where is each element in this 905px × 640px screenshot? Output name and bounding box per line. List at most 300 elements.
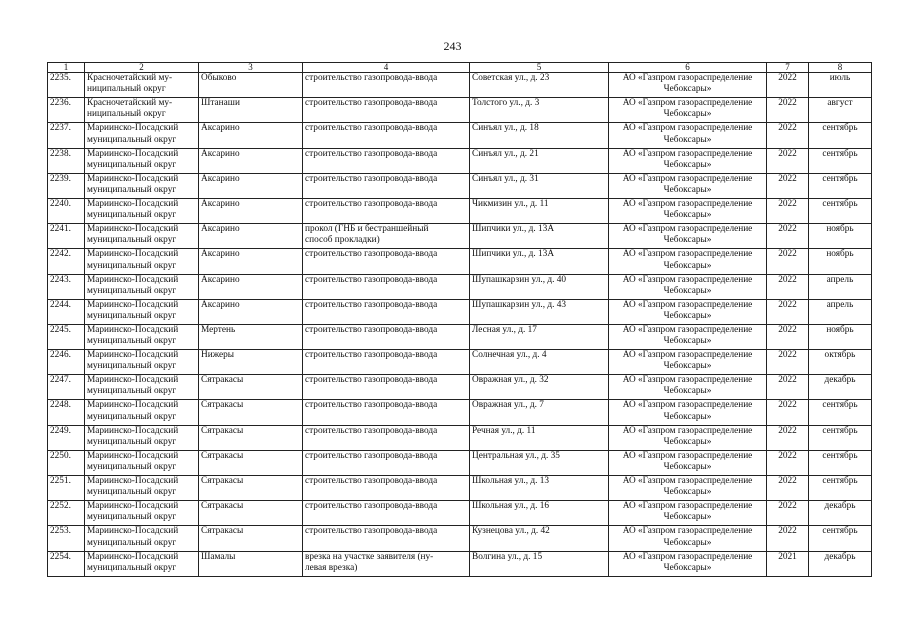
row-number: 2242. (50, 249, 71, 260)
work-type-cell (303, 501, 470, 526)
organization-text: АО «Газпром газораспределение (622, 375, 753, 386)
district-cell (85, 350, 199, 375)
district-cell (85, 274, 199, 299)
month-cell (809, 249, 872, 274)
year-text: 2022 (778, 123, 797, 134)
month-text: сентябрь (822, 148, 858, 159)
organization-cell (609, 425, 767, 450)
month-cell (809, 526, 872, 551)
address-cell (470, 274, 609, 299)
work-type-text: строительство газопровода-ввода (305, 249, 438, 260)
address-text: Волгина ул., д. 15 (472, 551, 543, 562)
column-header: 4 (303, 63, 470, 73)
year-text: 2022 (778, 450, 797, 461)
month-text: сентябрь (822, 476, 858, 486)
district-text: Мариинско-Посадский (87, 274, 179, 285)
village-name: Сятракасы (201, 375, 244, 386)
address-text: Кузнецова ул., д. 42 (472, 526, 550, 537)
district-text: муниципальный округ (87, 184, 177, 195)
address-cell (470, 198, 609, 223)
organization-text: Чебоксары» (663, 210, 712, 221)
address-text: Шупашкарзин ул., д. 40 (472, 274, 567, 285)
district-text: Мариинско-Посадский (87, 501, 179, 512)
village-name: Аксарино (201, 173, 240, 184)
address-text: Синъял ул., д. 31 (472, 173, 539, 184)
village-cell (199, 249, 303, 274)
month-text: декабрь (824, 375, 856, 386)
work-type-cell (303, 526, 470, 551)
organization-text: АО «Газпром газораспределение (622, 148, 753, 159)
district-text: Мариинско-Посадский (87, 198, 179, 209)
work-type-cell (303, 249, 470, 274)
work-type-text: строительство газопровода-ввода (305, 274, 438, 285)
row-number-cell (48, 526, 85, 551)
address-cell (470, 324, 609, 349)
month-cell (809, 98, 872, 123)
district-text: ниципальный округ (87, 109, 166, 120)
month-cell (809, 551, 872, 576)
table-row (48, 224, 872, 249)
organization-text: Чебоксары» (663, 487, 712, 498)
year-text: 2022 (778, 249, 797, 260)
district-text: муниципальный округ (87, 310, 177, 321)
district-text: муниципальный округ (87, 260, 177, 271)
work-type-text: строительство газопровода-ввода (305, 476, 438, 486)
month-text: сентябрь (822, 425, 858, 436)
work-type-text: строительство газопровода-ввода (305, 425, 438, 436)
organization-text: АО «Газпром газораспределение (622, 123, 753, 134)
month-cell (809, 324, 872, 349)
address-text: Школьная ул., д. 16 (472, 501, 550, 512)
address-cell (470, 425, 609, 450)
month-cell (809, 350, 872, 375)
village-name: Сятракасы (201, 526, 244, 537)
village-cell (199, 324, 303, 349)
district-cell (85, 299, 199, 324)
year-cell (767, 123, 809, 148)
address-text: Синъял ул., д. 21 (472, 148, 539, 159)
year-text: 2022 (778, 375, 797, 386)
village-cell (199, 299, 303, 324)
district-text: Красночетайский му- (87, 73, 173, 83)
year-cell (767, 476, 809, 501)
work-type-text: строительство газопровода-ввода (305, 73, 438, 83)
address-cell (470, 299, 609, 324)
month-cell (809, 450, 872, 475)
organization-text: АО «Газпром газораспределение (622, 274, 753, 285)
organization-text: Чебоксары» (663, 84, 712, 95)
work-type-cell (303, 98, 470, 123)
row-number-cell (48, 274, 85, 299)
address-cell (470, 173, 609, 198)
district-text: Мариинско-Посадский (87, 476, 179, 486)
village-name: Мертень (201, 324, 236, 335)
year-text: 2022 (778, 501, 797, 512)
row-number: 2240. (50, 198, 71, 209)
organization-text: Чебоксары» (663, 462, 712, 473)
row-number-cell (48, 249, 85, 274)
village-cell (199, 400, 303, 425)
district-cell (85, 551, 199, 576)
year-text: 2022 (778, 73, 797, 83)
organization-text: Чебоксары» (663, 134, 712, 145)
district-text: муниципальный округ (87, 436, 177, 447)
district-cell (85, 501, 199, 526)
column-header: 6 (609, 63, 767, 73)
address-cell (470, 98, 609, 123)
month-text: сентябрь (822, 450, 858, 461)
organization-text: Чебоксары» (663, 285, 712, 296)
organization-text: Чебоксары» (663, 562, 712, 573)
village-name: Аксарино (201, 123, 240, 134)
row-number: 2250. (50, 450, 71, 461)
district-text: Мариинско-Посадский (87, 526, 179, 537)
village-cell (199, 526, 303, 551)
row-number-cell (48, 224, 85, 249)
year-cell (767, 73, 809, 98)
column-header: 7 (767, 63, 809, 73)
organization-text: АО «Газпром газораспределение (622, 400, 753, 411)
year-text: 2022 (778, 98, 797, 109)
organization-text: Чебоксары» (663, 184, 712, 195)
address-text: Речная ул., д. 11 (472, 425, 536, 436)
address-cell (470, 249, 609, 274)
row-number: 2244. (50, 299, 71, 310)
district-text: Мариинско-Посадский (87, 400, 179, 411)
district-text: муниципальный округ (87, 285, 177, 296)
district-text: муниципальный округ (87, 537, 177, 548)
district-text: Красночетайский му- (87, 98, 173, 109)
year-cell (767, 98, 809, 123)
year-cell (767, 324, 809, 349)
table-row (48, 123, 872, 148)
year-cell (767, 526, 809, 551)
organization-cell (609, 450, 767, 475)
row-number: 2253. (50, 526, 71, 537)
row-number: 2249. (50, 425, 71, 436)
organization-text: Чебоксары» (663, 512, 712, 523)
work-type-cell (303, 148, 470, 173)
district-cell (85, 98, 199, 123)
table-row (48, 299, 872, 324)
row-number-cell (48, 501, 85, 526)
table-row (48, 375, 872, 400)
table-row (48, 198, 872, 223)
gas-connection-register-table (47, 62, 872, 577)
month-text: декабрь (824, 501, 856, 512)
year-text: 2022 (778, 476, 797, 486)
village-name: Аксарино (201, 299, 240, 310)
district-cell (85, 400, 199, 425)
month-cell (809, 274, 872, 299)
district-text: муниципальный округ (87, 411, 177, 422)
district-text: муниципальный округ (87, 512, 177, 523)
organization-text: АО «Газпром газораспределение (622, 224, 753, 235)
month-text: ноябрь (826, 224, 854, 235)
work-type-cell (303, 73, 470, 98)
month-text: сентябрь (822, 173, 858, 184)
address-text: Шупашкарзин ул., д. 43 (472, 299, 567, 310)
month-cell (809, 501, 872, 526)
work-type-text: строительство газопровода-ввода (305, 526, 438, 537)
organization-text: АО «Газпром газораспределение (622, 299, 753, 310)
row-number: 2238. (50, 148, 71, 159)
village-cell (199, 350, 303, 375)
village-cell (199, 501, 303, 526)
organization-cell (609, 400, 767, 425)
month-cell (809, 400, 872, 425)
table-row (48, 551, 872, 576)
row-number: 2248. (50, 400, 71, 411)
month-cell (809, 73, 872, 98)
work-type-cell (303, 274, 470, 299)
work-type-cell (303, 425, 470, 450)
row-number: 2241. (50, 224, 71, 235)
address-cell (470, 350, 609, 375)
address-cell (470, 123, 609, 148)
district-cell (85, 425, 199, 450)
month-text: сентябрь (822, 198, 858, 209)
year-cell (767, 224, 809, 249)
month-text: декабрь (824, 551, 856, 562)
village-cell (199, 476, 303, 501)
district-text: муниципальный округ (87, 159, 177, 170)
address-text: Советская ул., д. 23 (472, 73, 550, 83)
address-text: Овражная ул., д. 32 (472, 375, 549, 386)
month-text: сентябрь (822, 400, 858, 411)
work-type-cell (303, 400, 470, 425)
work-type-text: строительство газопровода-ввода (305, 450, 438, 461)
column-header: 2 (85, 63, 199, 73)
row-number-cell (48, 450, 85, 475)
district-text: ниципальный округ (87, 84, 166, 95)
year-cell (767, 249, 809, 274)
row-number-cell (48, 123, 85, 148)
district-cell (85, 198, 199, 223)
work-type-text: строительство газопровода-ввода (305, 350, 438, 361)
row-number: 2236. (50, 98, 71, 109)
month-text: апрель (826, 299, 854, 310)
work-type-cell (303, 123, 470, 148)
table-row (48, 526, 872, 551)
year-cell (767, 501, 809, 526)
month-text: ноябрь (826, 324, 854, 335)
organization-text: Чебоксары» (663, 411, 712, 422)
organization-cell (609, 299, 767, 324)
village-name: Штанаши (201, 98, 240, 109)
village-name: Сятракасы (201, 400, 244, 411)
district-text: Мариинско-Посадский (87, 375, 179, 386)
year-cell (767, 400, 809, 425)
district-cell (85, 375, 199, 400)
address-cell (470, 501, 609, 526)
organization-text: Чебоксары» (663, 260, 712, 271)
district-text: муниципальный округ (87, 336, 177, 347)
organization-text: АО «Газпром газораспределение (622, 173, 753, 184)
year-cell (767, 450, 809, 475)
month-cell (809, 148, 872, 173)
table-row (48, 350, 872, 375)
year-text: 2022 (778, 526, 797, 537)
district-text: муниципальный округ (87, 210, 177, 221)
year-text: 2022 (778, 350, 797, 361)
work-type-text: строительство газопровода-ввода (305, 501, 438, 512)
year-text: 2022 (778, 299, 797, 310)
village-name: Обыково (201, 73, 237, 83)
table-row (48, 98, 872, 123)
row-number-cell (48, 148, 85, 173)
organization-text: АО «Газпром газораспределение (622, 350, 753, 361)
district-text: Мариинско-Посадский (87, 450, 179, 461)
month-text: июль (829, 73, 851, 83)
month-text: август (827, 98, 853, 109)
table-row (48, 173, 872, 198)
work-type-text: строительство газопровода-ввода (305, 173, 438, 184)
organization-text: Чебоксары» (663, 159, 712, 170)
year-cell (767, 350, 809, 375)
address-cell (470, 224, 609, 249)
work-type-cell (303, 350, 470, 375)
organization-cell (609, 98, 767, 123)
work-type-text: строительство газопровода-ввода (305, 148, 438, 159)
row-number-cell (48, 299, 85, 324)
year-cell (767, 274, 809, 299)
village-cell (199, 274, 303, 299)
work-type-text: врезка на участке заявителя (ну- (305, 551, 434, 562)
year-cell (767, 375, 809, 400)
work-type-cell (303, 324, 470, 349)
organization-text: АО «Газпром газораспределение (622, 249, 753, 260)
village-cell (199, 123, 303, 148)
organization-text: Чебоксары» (663, 436, 712, 447)
district-text: Мариинско-Посадский (87, 148, 179, 159)
organization-text: АО «Газпром газораспределение (622, 450, 753, 461)
work-type-cell (303, 198, 470, 223)
month-cell (809, 173, 872, 198)
village-cell (199, 224, 303, 249)
address-cell (470, 551, 609, 576)
organization-cell (609, 324, 767, 349)
district-cell (85, 249, 199, 274)
organization-text: Чебоксары» (663, 537, 712, 548)
organization-text: АО «Газпром газораспределение (622, 324, 753, 335)
row-number-cell (48, 73, 85, 98)
row-number: 2235. (50, 73, 71, 83)
organization-cell (609, 526, 767, 551)
table-row (48, 274, 872, 299)
row-number-cell (48, 425, 85, 450)
address-cell (470, 148, 609, 173)
village-cell (199, 425, 303, 450)
organization-cell (609, 476, 767, 501)
address-cell (470, 375, 609, 400)
row-number-cell (48, 400, 85, 425)
year-text: 2022 (778, 274, 797, 285)
year-text: 2022 (778, 425, 797, 436)
district-cell (85, 450, 199, 475)
district-text: муниципальный округ (87, 386, 177, 397)
organization-cell (609, 274, 767, 299)
district-text: Мариинско-Посадский (87, 249, 179, 260)
row-number-cell (48, 324, 85, 349)
month-cell (809, 375, 872, 400)
work-type-cell (303, 551, 470, 576)
year-text: 2022 (778, 198, 797, 209)
district-text: Мариинско-Посадский (87, 324, 179, 335)
village-cell (199, 198, 303, 223)
district-text: муниципальный округ (87, 235, 177, 246)
row-number-cell (48, 198, 85, 223)
column-header: 5 (470, 63, 609, 73)
month-cell (809, 476, 872, 501)
district-cell (85, 123, 199, 148)
year-cell (767, 551, 809, 576)
table-row (48, 73, 872, 98)
work-type-text: строительство газопровода-ввода (305, 98, 438, 109)
row-number: 2254. (50, 551, 71, 562)
work-type-cell (303, 173, 470, 198)
address-cell (470, 400, 609, 425)
district-text: муниципальный округ (87, 462, 177, 473)
district-text: муниципальный округ (87, 361, 177, 372)
address-cell (470, 526, 609, 551)
work-type-cell (303, 375, 470, 400)
row-number: 2237. (50, 123, 71, 134)
organization-text: АО «Газпром газораспределение (622, 73, 753, 83)
organization-text: АО «Газпром газораспределение (622, 98, 753, 109)
work-type-cell (303, 450, 470, 475)
district-cell (85, 173, 199, 198)
row-number-cell (48, 476, 85, 501)
year-text: 2022 (778, 324, 797, 335)
year-cell (767, 299, 809, 324)
column-header: 3 (199, 63, 303, 73)
address-cell (470, 476, 609, 501)
district-text: муниципальный округ (87, 134, 177, 145)
address-text: Овражная ул., д. 7 (472, 400, 544, 411)
row-number: 2252. (50, 501, 71, 512)
village-name: Сятракасы (201, 450, 244, 461)
address-text: Шипчики ул., д. 13А (472, 224, 555, 235)
village-cell (199, 551, 303, 576)
organization-text: АО «Газпром газораспределение (622, 425, 753, 436)
work-type-text: строительство газопровода-ввода (305, 375, 438, 386)
table-row (48, 400, 872, 425)
month-cell (809, 299, 872, 324)
village-cell (199, 148, 303, 173)
work-type-text: строительство газопровода-ввода (305, 324, 438, 335)
organization-cell (609, 350, 767, 375)
district-cell (85, 148, 199, 173)
row-number-cell (48, 551, 85, 576)
month-text: апрель (826, 274, 854, 285)
organization-cell (609, 249, 767, 274)
village-name: Аксарино (201, 198, 240, 209)
district-text: Мариинско-Посадский (87, 123, 179, 134)
village-cell (199, 73, 303, 98)
row-number-cell (48, 350, 85, 375)
village-name: Шамалы (201, 551, 236, 562)
village-name: Сятракасы (201, 476, 244, 486)
work-type-text: строительство газопровода-ввода (305, 400, 438, 411)
year-cell (767, 173, 809, 198)
table-row (48, 148, 872, 173)
address-text: Толстого ул., д. 3 (472, 98, 540, 109)
organization-cell (609, 375, 767, 400)
district-text: муниципальный округ (87, 487, 177, 498)
column-header: 8 (809, 63, 872, 73)
year-text: 2022 (778, 173, 797, 184)
